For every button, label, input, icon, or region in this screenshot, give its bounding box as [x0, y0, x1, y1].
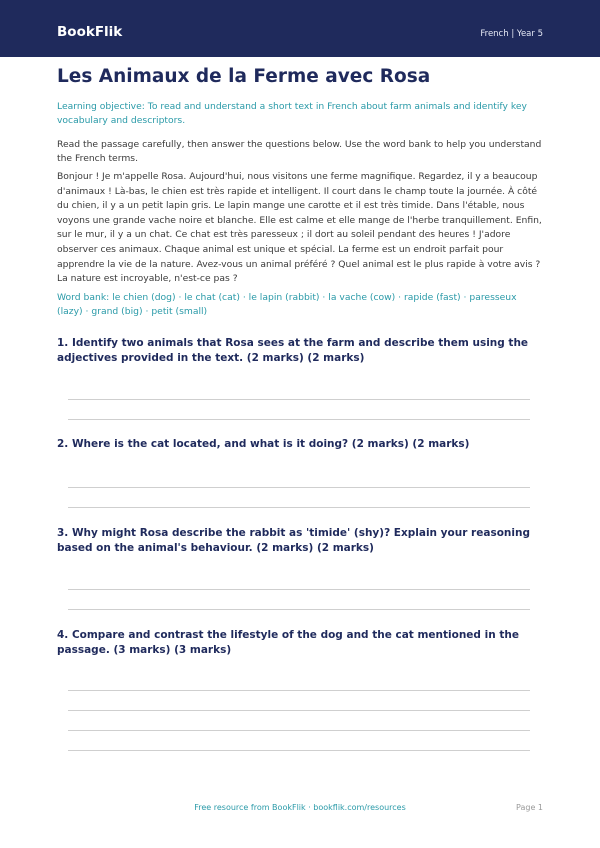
answer-line[interactable] — [68, 690, 530, 691]
answer-line[interactable] — [68, 750, 530, 751]
page-number: Page 1 — [516, 803, 543, 812]
question-3: 3. Why might Rosa describe the rabbit as 'timide' (shy)? Explain your reasoning based on the animal's behaviour. (2 marks) (2 marks) — [57, 527, 530, 554]
answer-line[interactable] — [68, 730, 530, 731]
answer-line[interactable] — [68, 589, 530, 590]
footer-credit: Free resource from BookFlik · bookflik.com/resources — [194, 803, 406, 812]
header-bar — [0, 0, 600, 57]
answer-line[interactable] — [68, 487, 530, 488]
question-2: 2. Where is the cat located, and what is it doing? (2 marks) (2 marks) — [57, 438, 470, 450]
instructions: Read the passage carefully, then answer the questions below. Use the word bank to help you understand the French terms. — [57, 139, 542, 164]
word-bank: Word bank: le chien (dog) · le chat (cat) · le lapin (rabbit) · la vache (cow) · rapide (fast) · paresseux (lazy) · grand (big) · petit (small) — [57, 292, 517, 317]
page-title: Les Animaux de la Ferme avec Rosa — [57, 66, 431, 87]
brand-logo: BookFlik — [57, 24, 123, 40]
reading-passage: Bonjour ! Je m'appelle Rosa. Aujourd'hui, nous visitons une ferme magnifique. Regardez, il y a beaucoup d'animaux ! Là-bas, le chien est très rapide et intelligent. Il court dans le champ toute la journée. À côté du chien, il y a un petit lapin gris. Le lapin mange une carotte et il est très timide. Dans l'étable, nous voyons une grande vache noire et blanche. Elle est calme et elle mange de l'herbe tranquillement. Enfin, sur le mur, il y a un chat. Ce chat est très paresseux ; il dort au soleil pendant des heures ! J'adore observer ces animaux. Chaque animal est unique et spécial. La ferme est un endroit parfait pour apprendre la vie de la nature. Avez-vous un animal préféré ? Quel animal est le plus rapide à votre avis ? La nature est incroyable, n'est-ce pas ? — [57, 171, 542, 285]
answer-line[interactable] — [68, 507, 530, 508]
question-1: 1. Identify two animals that Rosa sees at the farm and describe them using the adjectives provided in the text. (2 marks) (2 marks) — [57, 337, 529, 364]
answer-line[interactable] — [68, 609, 530, 610]
subject-year-label: French | Year 5 — [480, 29, 543, 39]
answer-line[interactable] — [68, 710, 530, 711]
learning-objective: Learning objective: To read and understand a short text in French about farm animals and identify key vocabulary and descriptors. — [57, 101, 527, 126]
question-4: 4. Compare and contrast the lifestyle of the dog and the cat mentioned in the passage. (3 marks) (3 marks) — [57, 629, 519, 656]
answer-line[interactable] — [68, 399, 530, 400]
answer-line[interactable] — [68, 419, 530, 420]
